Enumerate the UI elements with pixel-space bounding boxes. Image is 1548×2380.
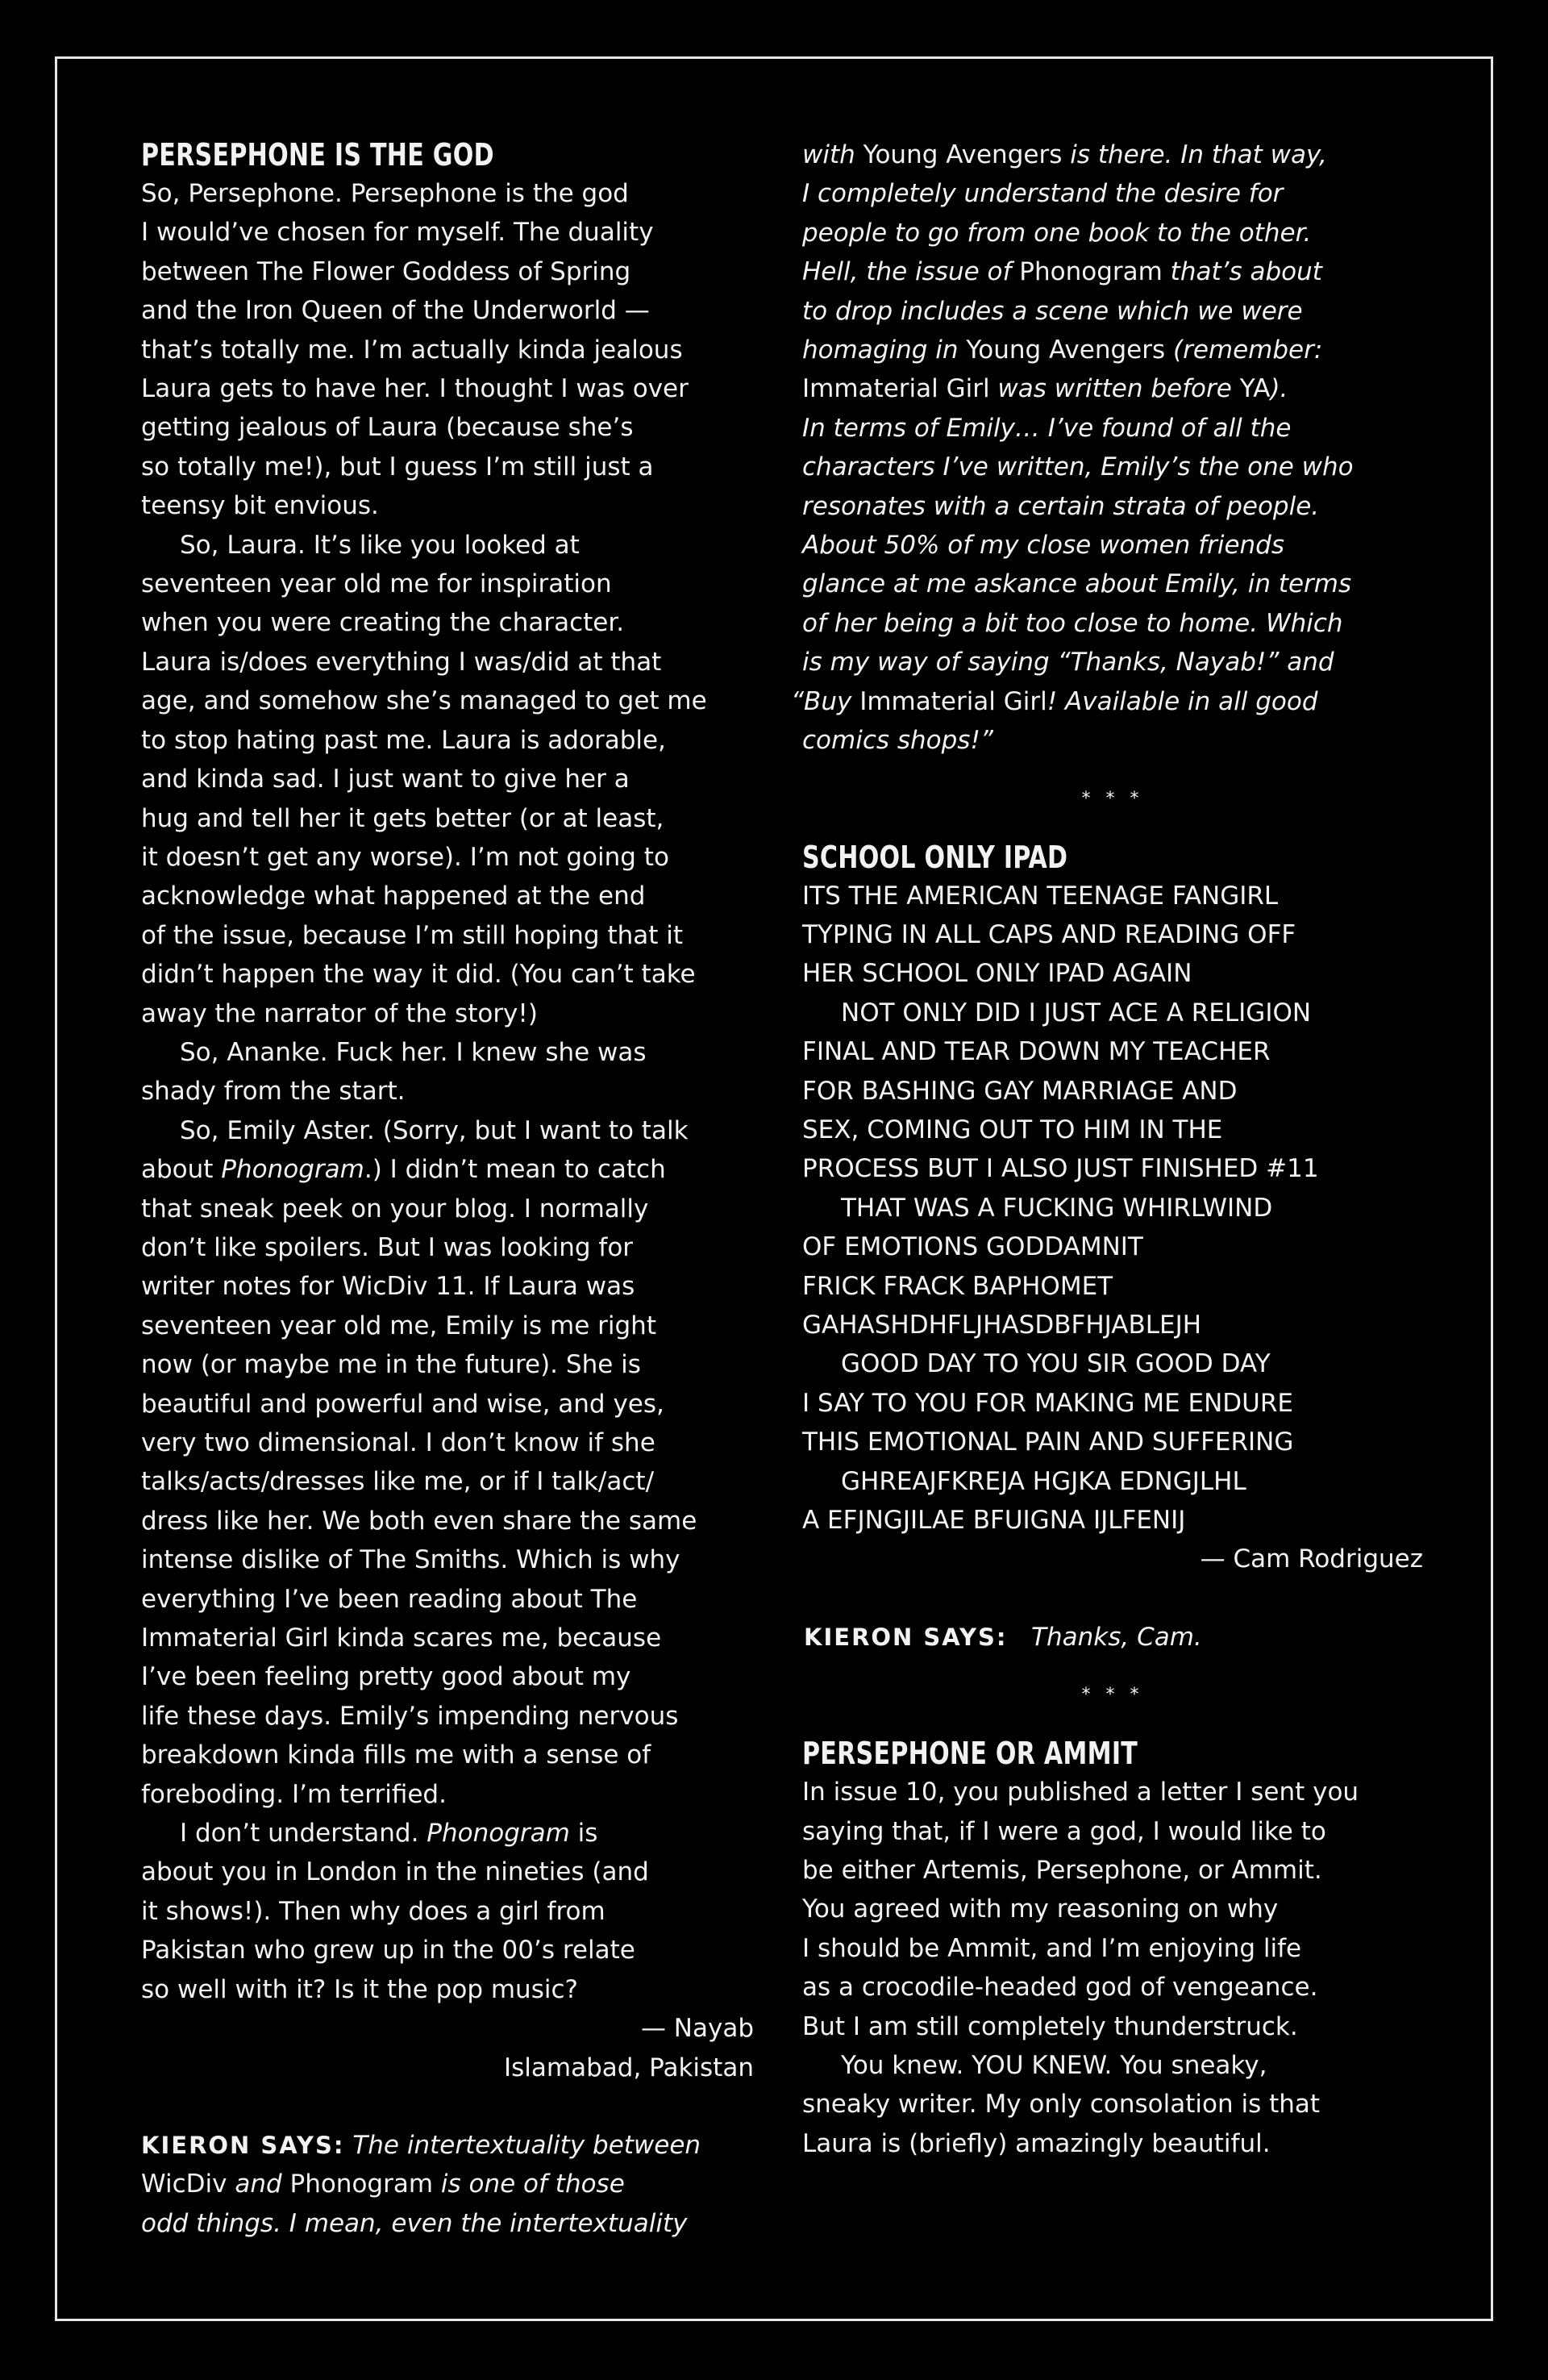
text-line: glance at me askance about Emily, in terms (802, 569, 1352, 599)
text-line: of the issue, because I’m still hoping that it (141, 920, 684, 950)
text-line (141, 2165, 754, 2203)
text-line: saying that, if I were a god, I would like to (802, 1816, 1326, 1846)
text-line: talks/acts/dresses like me, or if I talk/act/ (141, 1467, 655, 1497)
text-line (802, 369, 1423, 408)
text-line: and the Iron Queen of the Underworld — (141, 296, 650, 326)
text-run: Hell, the issue of (802, 257, 1020, 287)
signature-place: Islamabad, Pakistan (504, 2053, 754, 2082)
text-line: SEX, COMING OUT TO HIM IN THE (802, 1115, 1223, 1144)
text-line: I would’ve chosen for myself. The duality (141, 218, 654, 248)
text-line: GAHASHDHFLJHASDBFHJABLEJH (802, 1310, 1202, 1340)
text-line: dress like her. We both even share the same (141, 1506, 697, 1536)
book-title: Young Avengers (855, 140, 1071, 169)
text-line: teensy bit envious. (141, 491, 379, 521)
text-run: .) I didn’t mean to catch (364, 1155, 666, 1185)
text-line (141, 1150, 754, 1189)
text-line: life these days. Emily’s impending nervous (141, 1701, 679, 1731)
letter-paragraph (141, 1111, 754, 1814)
text-run: I don’t understand. (180, 1819, 427, 1849)
text-line: breakdown kinda fills me with a sense of (141, 1740, 651, 1770)
text-line: Laura is (briefly) amazingly beautiful. (802, 2128, 1271, 2158)
kieron-reply-continued (791, 135, 1423, 761)
text-line: You agreed with my reasoning on why (802, 1894, 1279, 1924)
text-line: so well with it? Is it the pop music? (141, 1974, 578, 2004)
text-run: was written before (989, 374, 1240, 404)
text-run: is (569, 1819, 598, 1849)
text-line: In issue 10, you published a letter I sent you (802, 1778, 1359, 1807)
text-line: and kinda sad. I just want to give her a (141, 765, 630, 794)
text-line (802, 135, 1423, 174)
text-line: be either Artemis, Persephone, or Ammit. (802, 1856, 1322, 1886)
text-line: I completely understand the desire for (802, 179, 1284, 209)
text-run: is there. In that way, (1070, 140, 1327, 169)
text-line: resonates with a certain strata of people. (802, 491, 1320, 521)
text-line: it doesn’t get any worse). I’m not going to (141, 842, 669, 872)
text-line: OF EMOTIONS GODDAMNIT (802, 1232, 1143, 1262)
text-line: Pakistan who grew up in the 00’s relate (141, 1936, 635, 1965)
section-separator: * * * (1081, 788, 1144, 809)
text-line: beautiful and powerful and wise, and yes, (141, 1389, 664, 1419)
text-run: The intertextuality between (344, 2130, 701, 2160)
text-line: Laura gets to have her. I thought I was over (141, 374, 689, 404)
right-column (791, 135, 1423, 2163)
text-line: About 50% of my close women friends (802, 531, 1285, 561)
text-run: is one of those (433, 2170, 625, 2199)
text-line: hug and tell her it gets better (or at least, (141, 803, 664, 833)
text-line: FRICK FRACK BAPHOMET (802, 1271, 1113, 1301)
kieron-reply (141, 2126, 754, 2243)
text-line: to drop includes a scene which we were (802, 296, 1303, 326)
text-line: of her being a bit too close to home. Which (802, 608, 1343, 638)
book-title: Phonogram (427, 1819, 570, 1849)
text-line: ITS THE AMERICAN TEENAGE FANGIRL (802, 881, 1279, 911)
text-run: “Buy (791, 686, 860, 716)
letter-heading: PERSEPHONE IS THE GOD (141, 137, 494, 173)
text-run: Thanks, Cam. (1031, 1622, 1202, 1652)
text-run: about (141, 1155, 222, 1185)
text-line: to stop hating past me. Laura is adorable, (141, 725, 666, 755)
text-line: very two dimensional. I don’t know if she (141, 1428, 655, 1457)
book-title: YA (1239, 374, 1271, 404)
text-line: seventeen year old me, Emily is me right (141, 1311, 656, 1340)
text-line (802, 252, 1423, 291)
signature-name: — Nayab (640, 2014, 754, 2044)
text-line: Immaterial Girl kinda scares me, because (141, 1623, 662, 1653)
signature-name: — Cam Rodriguez (1200, 1544, 1423, 1574)
text-line: that sneak peek on your blog. I normally (141, 1194, 649, 1223)
book-title: Young Avengers (966, 336, 1166, 365)
book-title: WicDiv (141, 2170, 227, 2199)
text-line: now (or maybe me in the future). She is (141, 1350, 641, 1380)
letter-paragraph (141, 1033, 754, 1111)
text-run: that’s about (1162, 257, 1322, 287)
kieron-says-label: KIERON SAYS: (804, 1623, 1008, 1651)
kieron-says-label: KIERON SAYS: (141, 2131, 345, 2159)
text-line: GHREAJFKREJA HGJKA EDNGJLHL (841, 1466, 1246, 1496)
text-line: didn’t happen the way it did. (You can’t take (141, 960, 696, 990)
text-line: A EFJNGJILAE BFUIGNA IJLFENIJ (802, 1506, 1186, 1535)
text-line: NOT ONLY DID I JUST ACE A RELIGION (841, 998, 1312, 1027)
text-line: intense dislike of The Smiths. Which is why (141, 1545, 680, 1575)
text-lines (141, 1853, 754, 2009)
text-line: I’ve been feeling pretty good about my (141, 1662, 631, 1692)
text-line: seventeen year old me for inspiration (141, 569, 612, 599)
book-title: Phonogram (221, 1155, 364, 1185)
text-run: (remember: (1165, 336, 1323, 365)
text-line: In terms of Emily… I’ve found of all the (802, 413, 1292, 443)
text-line: So, Emily Aster. (Sorry, but I want to talk (180, 1115, 689, 1145)
text-line: is my way of saying “Thanks, Nayab!” and (802, 648, 1334, 677)
text-line: FOR BASHING GAY MARRIAGE AND (802, 1076, 1238, 1106)
text-line: age, and somehow she’s managed to get me (141, 686, 707, 716)
text-line: when you were creating the character. (141, 608, 625, 638)
text-line: so totally me!), but I guess I’m still just a (141, 452, 654, 481)
text-line (791, 682, 1423, 721)
text-lines (802, 174, 1423, 252)
left-column (141, 135, 754, 2243)
text-line: I should be Ammit, and I’m enjoying life (802, 1933, 1302, 1963)
text-line: away the narrator of the story!) (141, 998, 538, 1028)
text-line (141, 1814, 754, 1853)
text-line: TYPING IN ALL CAPS AND READING OFF (802, 919, 1296, 949)
text-line: So, Persephone. Persephone is the god (141, 179, 629, 208)
text-run: and (227, 2170, 290, 2199)
letter-paragraph (141, 1814, 754, 2009)
text-line: GOOD DAY TO YOU SIR GOOD DAY (841, 1349, 1271, 1379)
section-separator: * * * (1081, 1685, 1144, 1706)
text-line: shady from the start. (141, 1077, 406, 1107)
text-line: Laura is/does everything I was/did at that (141, 647, 662, 677)
book-title: Immaterial Girl (802, 374, 990, 404)
text-line: don’t like spoilers. But I was looking for (141, 1232, 634, 1262)
text-line: But I am still completely thunderstruck. (802, 2011, 1298, 2041)
text-line: THIS EMOTIONAL PAIN AND SUFFERING (802, 1428, 1294, 1457)
book-title: Phonogram (289, 2170, 434, 2199)
book-title: Immaterial Girl (859, 686, 1047, 716)
text-line (141, 2126, 754, 2165)
text-run: with (802, 140, 855, 169)
text-line: acknowledge what happened at the end (141, 882, 646, 911)
letter-paragraph (802, 2046, 1423, 2163)
text-lines (141, 1190, 754, 1815)
text-line: about you in London in the nineties (and (141, 1857, 649, 1887)
text-line: foreboding. I’m terrified. (141, 1779, 447, 1809)
text-line: everything I’ve been reading about The (141, 1584, 638, 1614)
text-line: So, Ananke. Fuck her. I knew she was (180, 1037, 647, 1067)
text-line: FINAL AND TEAR DOWN MY TEACHER (802, 1037, 1271, 1067)
book-title: Phonogram (1019, 257, 1163, 287)
text-line: HER SCHOOL ONLY IPAD AGAIN (802, 959, 1192, 989)
text-run: ). (1270, 374, 1288, 404)
text-line: it shows!). Then why does a girl from (141, 1896, 605, 1926)
text-line: that’s totally me. I’m actually kinda jealous (141, 335, 683, 365)
text-line: sneaky writer. My only consolation is that (802, 2090, 1321, 2119)
text-line: people to go from one book to the other. (802, 218, 1312, 248)
text-line: THAT WAS A FUCKING WHIRLWIND (841, 1193, 1273, 1223)
text-line: odd things. I mean, even the intertextuality (141, 2208, 688, 2238)
text-run: homaging in (802, 336, 967, 365)
text-lines (802, 409, 1423, 682)
text-line: You knew. YOU KNEW. You sneaky, (841, 2051, 1267, 2081)
kieron-reply (802, 1618, 1423, 1657)
text-line: comics shops!” (802, 726, 993, 756)
text-line: So, Laura. It’s like you looked at (180, 530, 580, 560)
text-run: ! Available in all good (1047, 686, 1318, 716)
text-line: PROCESS BUT I ALSO JUST FINISHED #11 (802, 1154, 1319, 1184)
text-line: between The Flower Goddess of Spring (141, 256, 631, 286)
letter-heading: SCHOOL ONLY IPAD (802, 839, 1068, 875)
letter-paragraph (802, 877, 1423, 1540)
text-line: writer notes for WicDiv 11. If Laura was (141, 1272, 635, 1302)
text-line: I SAY TO YOU FOR MAKING ME ENDURE (802, 1388, 1293, 1418)
text-line (802, 331, 1423, 369)
text-line: as a crocodile-headed god of vengeance. (802, 1973, 1318, 2003)
letter-paragraph (141, 174, 754, 526)
letter-heading: PERSEPHONE OR AMMIT (802, 1736, 1138, 1772)
letter-paragraph (802, 1773, 1423, 2046)
letter-paragraph (141, 526, 754, 1033)
text-line: getting jealous of Laura (because she’s (141, 413, 634, 443)
text-line: characters I’ve written, Emily’s the one who (802, 452, 1354, 482)
